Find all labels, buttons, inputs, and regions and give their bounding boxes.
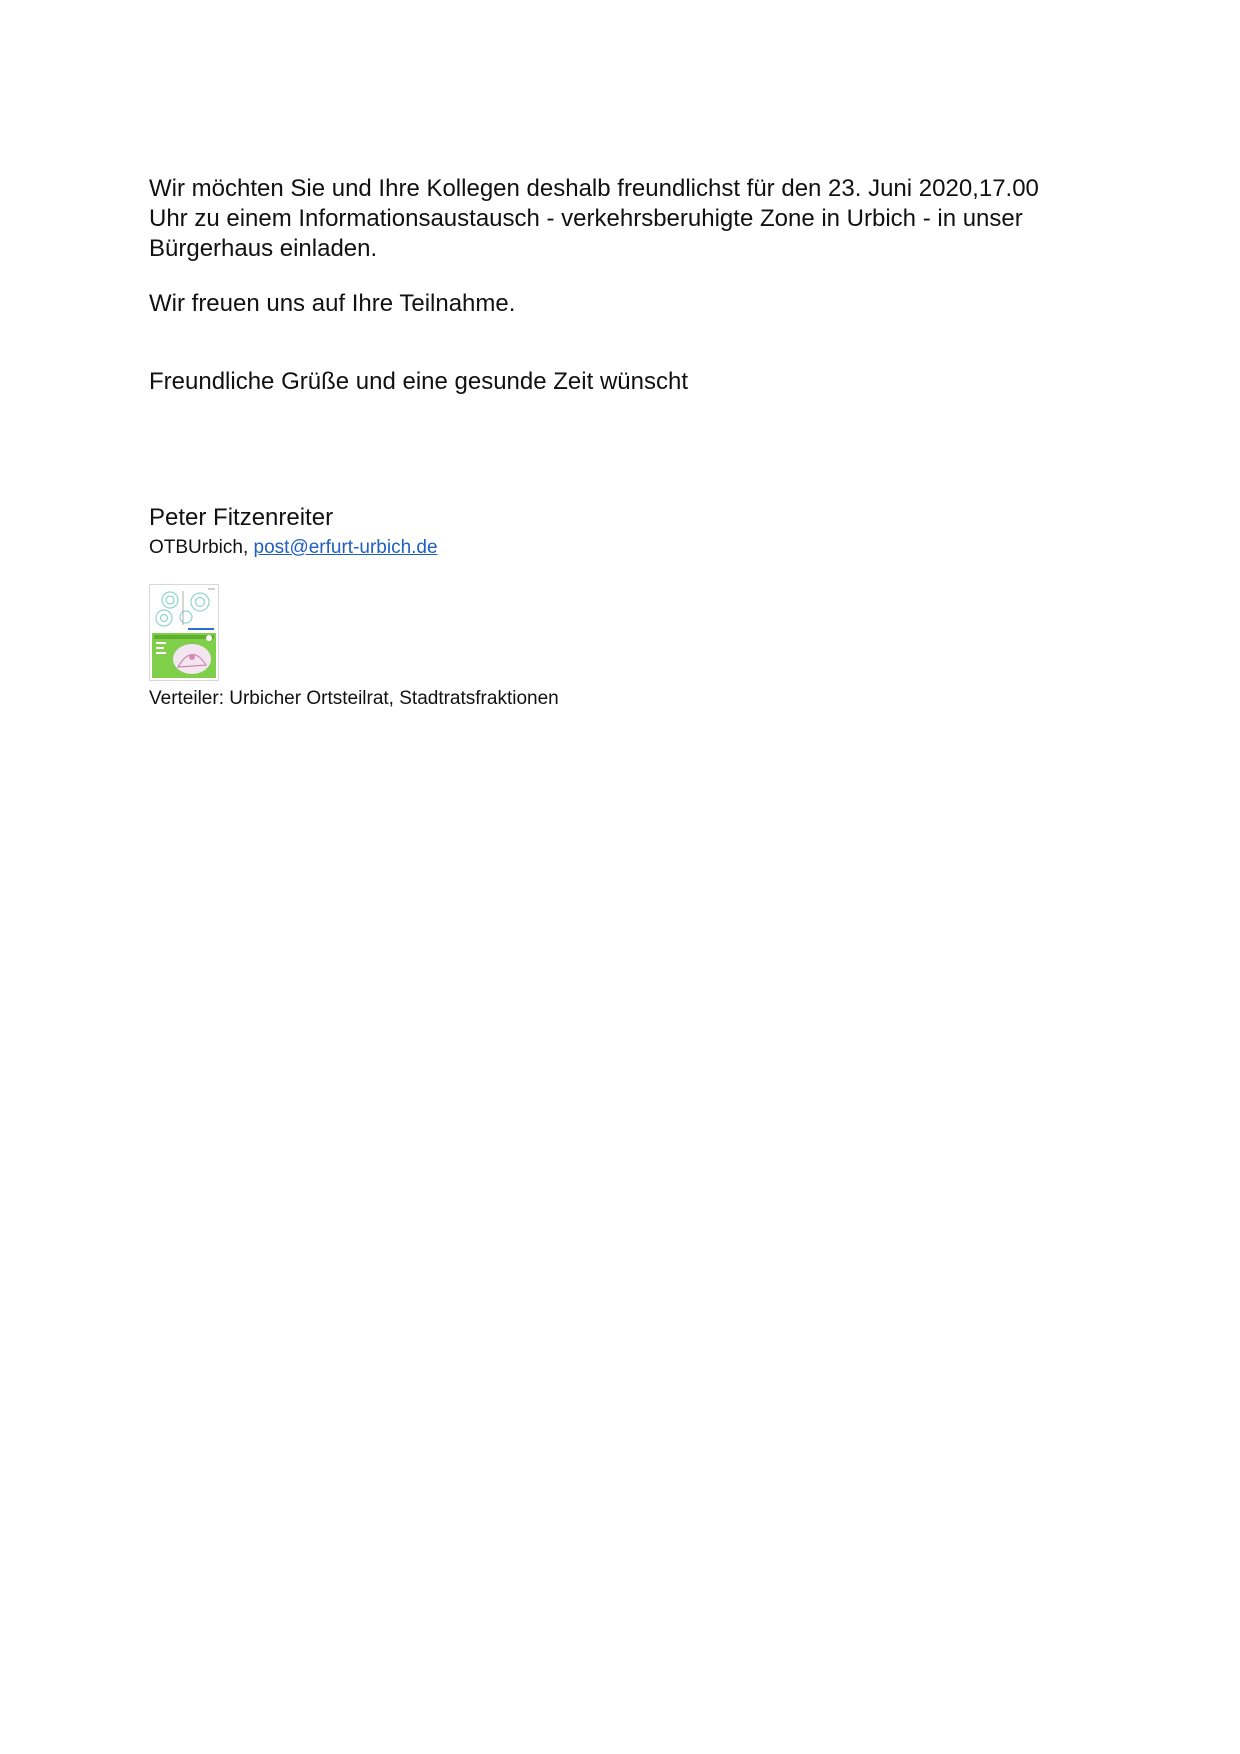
closing-greeting: Freundliche Grüße und eine gesunde Zeit wünscht [149,368,688,395]
email-link[interactable]: post@erfurt-urbich.de [253,537,438,558]
thanks-paragraph: Wir freuen uns auf Ihre Teilnahme. [149,290,516,317]
signature-name: Peter Fitzenreiter [149,504,334,531]
organization-name: OTBUrbich, [149,537,254,558]
distribution-list: Verteiler: Urbicher Ortsteilrat, Stadtratsfraktionen [149,688,559,709]
otb-urbich-logo-icon [149,584,219,681]
signature-contact-line [149,536,438,560]
invitation-paragraph: Wir möchten Sie und Ihre Kollegen deshalb freundlichst für den 23. Juni 2020,17.00 Uhr zu einem Informationsaustausch - verkehrsberuhigte Zone in Urbich - in unser Bürgerhaus einladen. [149,175,1039,262]
